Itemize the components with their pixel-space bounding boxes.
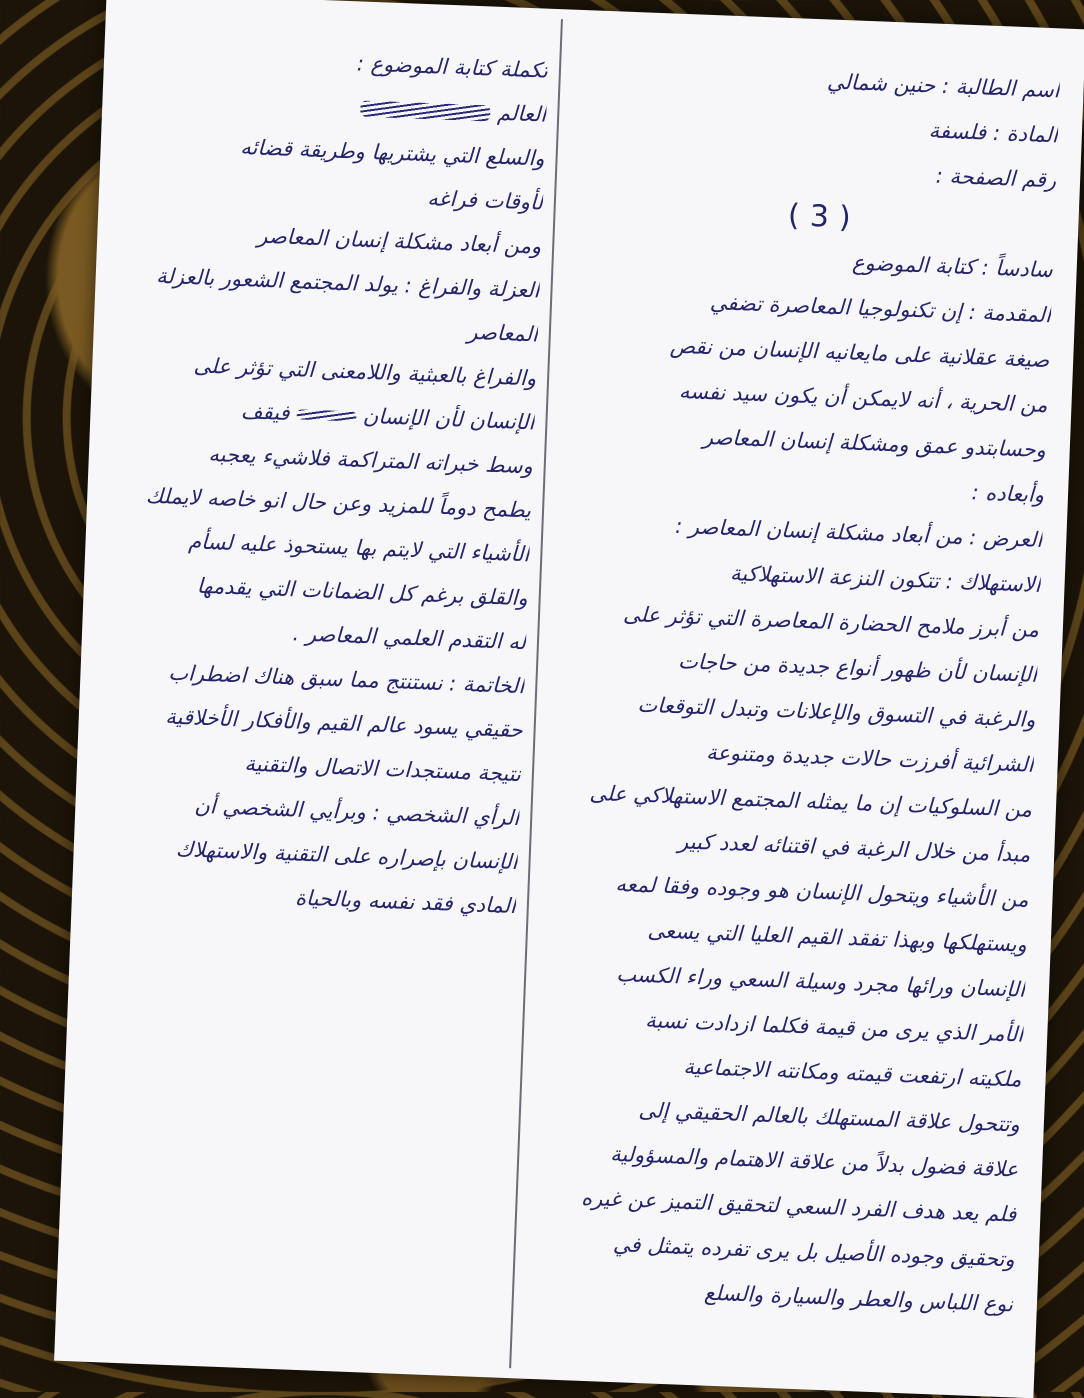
text-line: لأوقات فراغه	[426, 186, 544, 215]
text-line: وتحقيق وجوده الأصيل بل يرى تفرده يتمثل في	[612, 1232, 1016, 1272]
text-line: ويستهلكها وبهذا تفقد القيم العليا التي يسعى	[647, 918, 1028, 957]
handwritten-sheet	[54, 0, 1084, 1398]
text-line: له التقدم العلمي المعاصر .	[292, 621, 527, 655]
text-line: وسط خبراته المتراكمة فلاشيء يعجبه	[208, 441, 534, 479]
text-line: ملكيته ارتفعت قيمته ومكانته الاجتماعية	[682, 1054, 1023, 1092]
text-line: الإنسان ورائها مجرد وسيلة السعي وراء الكسب	[615, 961, 1026, 1002]
text-fragment: فيقف	[240, 399, 291, 426]
text-line: يطمح دوماً للمزيد وعن حال انو خاصه لايملك	[145, 483, 532, 523]
text-line: فلم يعد هدف الفرد السعي لتحقيق التميز عن غيره	[580, 1185, 1017, 1227]
text-line: من أبرز ملامح الحضارة المعاصرة التي تؤثر على	[622, 601, 1040, 642]
text-line: صيغة عقلانية على مايعانيه الإنسان من نقص	[669, 333, 1050, 373]
page-number-label: رقم الصفحة :	[935, 163, 1057, 193]
text-fragment: العالم	[496, 100, 547, 127]
text-fragment: الإنسان لأن الإنسان	[362, 403, 535, 435]
text-line: والقلق برغم كل الضمانات التي يقدمها	[196, 573, 529, 611]
right-column	[542, 50, 1060, 1327]
text-line: من الأشياء ويتحول الإنسان هو وجوده وفقا لمعه	[615, 871, 1029, 912]
text-line: المعاصر	[467, 319, 539, 347]
personal-opinion-line: الرأي الشخصي : وبرأيي الشخصي أن	[193, 793, 520, 831]
text-line: وأبعاده :	[971, 480, 1045, 508]
crossed-out-scribble	[296, 409, 356, 421]
text-line: والفراغ بالعبثية واللامعنى التي تؤثر على	[193, 353, 537, 391]
text-line: نوع اللباس والعطر والسيارة والسلع	[703, 1280, 1014, 1317]
text-line: المادي فقد نفسه وبالحياة	[294, 885, 517, 919]
text-line: الأمر الذي يرى من قيمة فكلما ازدادت نسبة	[644, 1008, 1024, 1047]
text-line: المقدمة : إن تكنولوجيا المعاصرة تضفي	[709, 290, 1052, 328]
section-heading: سادساً : كتابة الموضوع	[851, 250, 1054, 283]
subject-line: المادة : فلسفة	[928, 118, 1059, 148]
text-line: الاستهلاك : تتكون النزعة الاستهلاكية	[729, 561, 1042, 597]
page-number-value: ( 3 )	[787, 198, 852, 236]
text-line: وحسابتدو عمق ومشكلة إنسان المعاصر	[702, 424, 1047, 463]
text-line: من الحرية ، أنه لايمكن أن يكون سيد نفسه	[678, 378, 1048, 418]
text-line: نتيجة مستجدات الاتصال والتقنية	[244, 751, 522, 787]
left-column	[85, 32, 548, 928]
continuation-heading: تكملة كتابة الموضوع :	[356, 51, 549, 83]
text-line: العزلة والفراغ : يولد المجتمع الشعور بالعزلة	[155, 263, 540, 303]
crossed-out-scribble	[360, 101, 491, 122]
student-name-line: اسم الطالبة : حنين شمالي	[826, 69, 1061, 103]
text-line: مبدأ من خلال الرغبة في اقتنائه لعدد كبير	[677, 829, 1031, 867]
conclusion-line: الخاتمة : نستنتج مما سبق هناك اضطراب	[167, 660, 525, 699]
text-line: الإنسان بإصراره على التقنية والاستهلاك	[175, 836, 519, 875]
text-line: والسلع التي يشتريها وطريقة قضائه	[239, 134, 546, 171]
text-line: من السلوكيات إن ما يمثله المجتمع الاستهلاكي على	[589, 780, 1033, 822]
text-line: الأشياء التي لايتم بها يستحوذ عليه لسأم	[187, 529, 530, 567]
text-line: ومن أبعاد مشكلة إنسان المعاصر	[256, 223, 542, 259]
text-line: والرغبة في التسوق والإعلانات وتبدل التوقعات	[637, 692, 1036, 732]
text-line: حقيقي يسود عالم القيم والأفكار الأخلاقية	[164, 704, 524, 743]
text-line: وتتحول علاقة المستهلك بالعالم الحقيقي إلى	[638, 1097, 1021, 1137]
text-line: علاقة فضول بدلاً من علاقة الاهتمام والمسؤولية	[609, 1141, 1019, 1182]
text-line: الشرائية أفرزت حالات جديدة ومتنوعة	[705, 740, 1035, 777]
text-line: الإنسان لأن ظهور أنواع جديدة من حاجات	[677, 649, 1038, 687]
text-line: العرض : من أبعاد مشكلة إنسان المعاصر :	[674, 513, 1043, 553]
